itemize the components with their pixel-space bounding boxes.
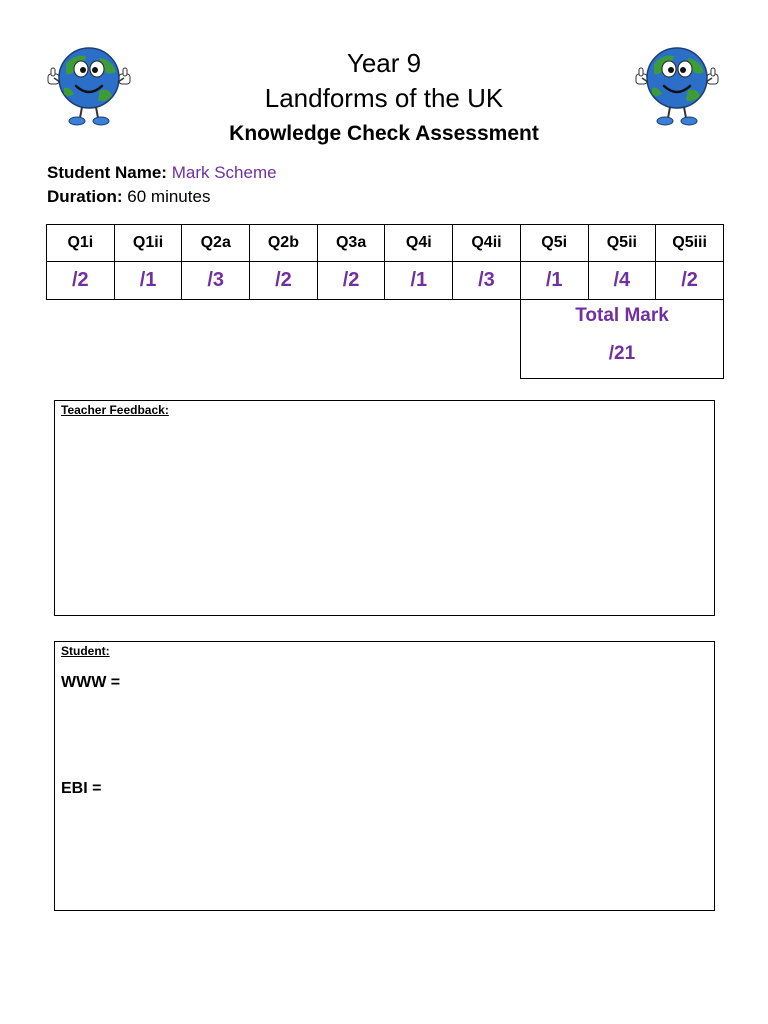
- max-mark-cell: /4: [588, 262, 656, 300]
- max-mark-cell: /1: [114, 262, 182, 300]
- ebi-line: EBI =: [61, 780, 102, 797]
- duration-value: 60 minutes: [127, 187, 211, 206]
- title-block: [0, 46, 768, 150]
- page-title-topic: Landforms of the UK: [264, 83, 504, 113]
- student-name-row: [47, 162, 277, 184]
- page-subtitle: Knowledge Check Assessment: [229, 122, 539, 145]
- student-name-value: Mark Scheme: [171, 163, 277, 182]
- question-header: Q1ii: [114, 225, 182, 262]
- student-reflection-box[interactable]: [54, 641, 715, 911]
- marks-header-row: [47, 225, 724, 262]
- student-name-label: Student Name:: [47, 163, 167, 182]
- marks-values-row: [47, 262, 724, 300]
- max-mark-cell: /2: [317, 262, 385, 300]
- question-header: Q5i: [520, 225, 588, 262]
- total-mark-box: [520, 299, 724, 379]
- marks-table: [46, 224, 724, 300]
- question-header: Q5ii: [588, 225, 656, 262]
- question-header: Q3a: [317, 225, 385, 262]
- duration-label: Duration:: [47, 187, 123, 206]
- max-mark-cell: /1: [385, 262, 453, 300]
- question-header: Q2b: [250, 225, 318, 262]
- question-header: Q4ii: [453, 225, 521, 262]
- question-header: Q1i: [47, 225, 115, 262]
- question-header: Q5iii: [656, 225, 724, 262]
- max-mark-cell: /1: [520, 262, 588, 300]
- duration-row: [47, 186, 210, 208]
- max-mark-cell: /2: [656, 262, 724, 300]
- max-mark-cell: /2: [250, 262, 318, 300]
- teacher-feedback-box[interactable]: [54, 400, 715, 616]
- page-title-year: Year 9: [346, 48, 422, 78]
- total-mark-label: Total Mark: [575, 305, 669, 326]
- teacher-feedback-label: Teacher Feedback:: [61, 403, 169, 417]
- student-box-label: Student:: [61, 644, 110, 658]
- max-mark-cell: /3: [182, 262, 250, 300]
- question-header: Q2a: [182, 225, 250, 262]
- www-line: WWW =: [61, 674, 121, 691]
- max-mark-cell: /2: [47, 262, 115, 300]
- max-mark-cell: /3: [453, 262, 521, 300]
- total-mark-value: /21: [608, 343, 636, 364]
- question-header: Q4i: [385, 225, 453, 262]
